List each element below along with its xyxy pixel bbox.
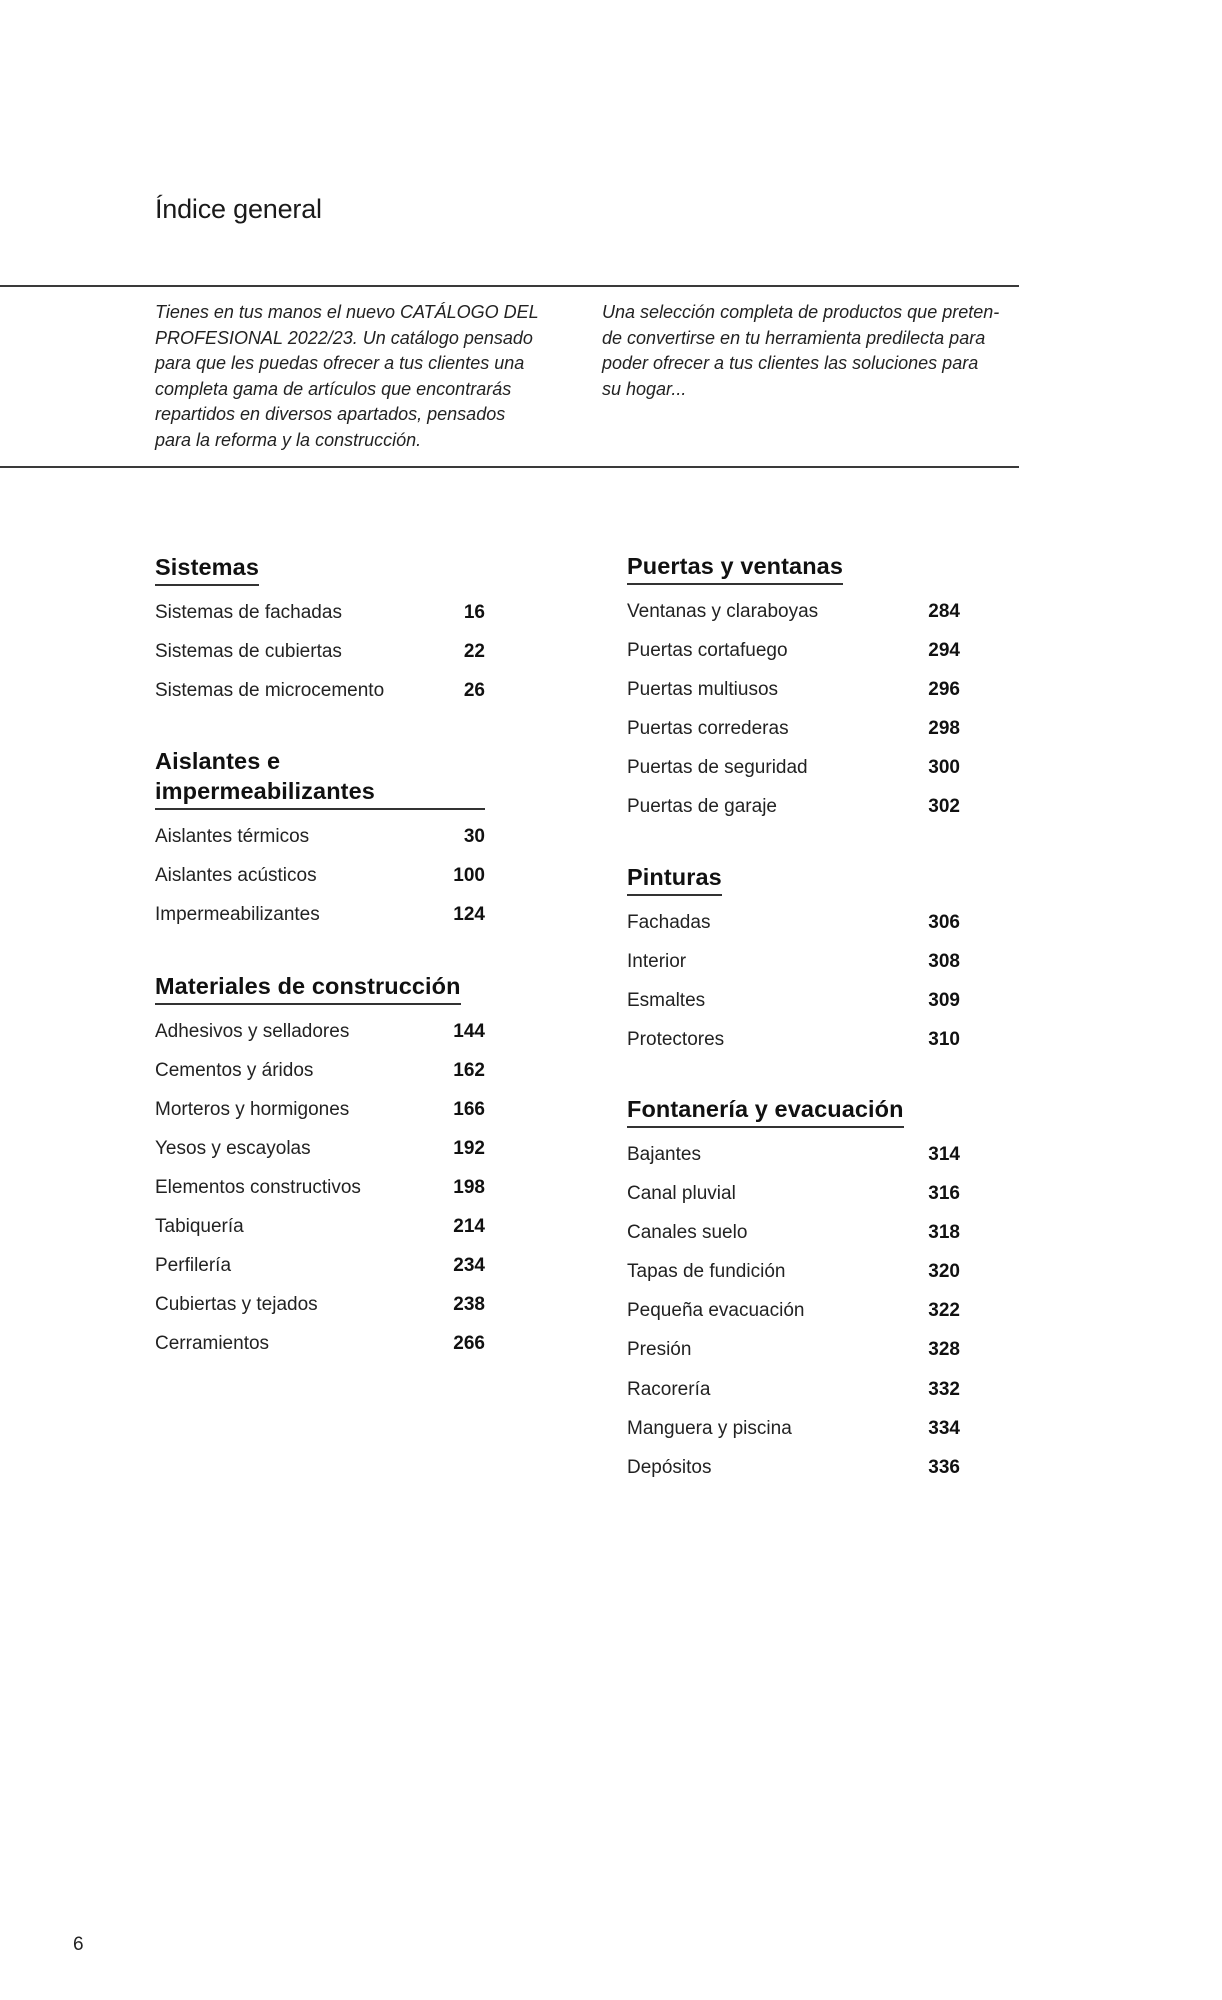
toc-entry-label: Esmaltes	[627, 989, 706, 1011]
toc-entry[interactable]	[155, 856, 485, 895]
toc-entry-page: 296	[928, 679, 960, 701]
toc-entry-page: 318	[928, 1222, 960, 1244]
toc-entry-page: 22	[463, 641, 485, 663]
section-spacer	[627, 1059, 960, 1094]
toc-entry[interactable]	[155, 593, 485, 632]
toc-entry-page: 322	[928, 1300, 960, 1322]
section-spacer	[155, 710, 485, 746]
toc-entry-page: 26	[463, 680, 485, 702]
toc-entry-label: Tabiquería	[155, 1216, 244, 1238]
toc-entry-label: Yesos y escayolas	[155, 1137, 311, 1159]
toc-entry-label: Morteros y hormigones	[155, 1098, 350, 1120]
toc-entry[interactable]	[155, 1051, 485, 1090]
toc-entry-page: 100	[453, 865, 485, 887]
toc-entry-page: 300	[928, 757, 960, 779]
toc-entry[interactable]	[627, 592, 960, 631]
toc-entry-page: 302	[928, 796, 960, 818]
page-title: Índice general	[155, 194, 322, 225]
toc-column-left	[155, 552, 485, 1363]
toc-entry-page: 192	[453, 1137, 485, 1159]
section-title: Pinturas	[627, 862, 722, 896]
toc-entry-label: Sistemas de cubiertas	[155, 641, 342, 663]
section-title: Puertas y ventanas	[627, 551, 843, 585]
toc-entry-page: 16	[463, 602, 485, 623]
toc-entry-page: 306	[928, 911, 960, 933]
toc-entry[interactable]	[627, 1135, 960, 1174]
toc-entry[interactable]	[627, 1448, 960, 1487]
toc-entry-page: 238	[453, 1294, 485, 1316]
toc-entry-label: Perfilería	[155, 1255, 232, 1277]
toc-entry-page: 124	[453, 904, 485, 926]
toc-entry-label: Fachadas	[627, 911, 711, 933]
toc-entry[interactable]	[627, 1174, 960, 1213]
toc-entry[interactable]	[627, 748, 960, 787]
toc-entry-page: 310	[928, 1028, 960, 1050]
toc-entry-label: Cementos y áridos	[155, 1059, 314, 1081]
toc-entry-label: Adhesivos y selladores	[155, 1020, 350, 1042]
toc-entry[interactable]	[627, 787, 960, 826]
toc-entry-label: Puertas de garaje	[627, 796, 777, 818]
toc-entry[interactable]	[155, 895, 485, 934]
toc-entry-page: 308	[928, 950, 960, 972]
toc-entry-label: Depósitos	[627, 1456, 712, 1478]
toc-entry-page: 166	[453, 1098, 485, 1120]
toc-entry[interactable]	[155, 1324, 485, 1363]
toc-entry-page: 30	[463, 826, 485, 848]
page-number: 6	[73, 1934, 84, 1955]
toc-entry[interactable]	[627, 1370, 960, 1409]
toc-section	[155, 971, 485, 1364]
toc-entry-page: 214	[453, 1216, 485, 1238]
section-spacer	[627, 827, 960, 862]
toc-entry[interactable]	[155, 1246, 485, 1285]
section-title: Materiales de construcción	[155, 971, 461, 1005]
section-title: Sistemas	[155, 552, 259, 586]
toc-entry-page: 332	[928, 1378, 960, 1400]
toc-entry[interactable]	[627, 1020, 960, 1059]
toc-entry[interactable]	[155, 632, 485, 671]
toc-entry-page: 298	[928, 718, 960, 740]
toc-entry[interactable]	[155, 1207, 485, 1246]
toc-entry[interactable]	[155, 1012, 485, 1051]
toc-column-right	[627, 551, 960, 1487]
toc-entry-page: 234	[453, 1255, 485, 1277]
toc-entry[interactable]	[627, 1252, 960, 1291]
toc-entry-label: Aislantes acústicos	[155, 865, 317, 887]
toc-entry-label: Cerramientos	[155, 1333, 270, 1355]
toc-entry[interactable]	[155, 671, 485, 710]
toc-entry-label: Tapas de fundición	[627, 1261, 786, 1283]
toc-entry-label: Elementos constructivos	[155, 1176, 361, 1198]
toc-entry-label: Puertas multiusos	[627, 679, 779, 701]
toc-entry[interactable]	[155, 1129, 485, 1168]
toc-entry-page: 328	[928, 1339, 960, 1361]
toc-entry[interactable]	[627, 1291, 960, 1330]
toc-entry-label: Puertas de seguridad	[627, 757, 808, 779]
toc-entry[interactable]	[627, 1213, 960, 1252]
toc-entry-label: Presión	[627, 1339, 692, 1361]
toc-entry-label: Ventanas y claraboyas	[627, 601, 819, 622]
toc-entry-page: 314	[928, 1143, 960, 1165]
toc-entry-label: Canal pluvial	[627, 1183, 736, 1205]
intro-text-left: Tienes en tus manos el nuevo CATÁLOGO DEL PROFESIONAL 2022/23. Un catálogo pensado para que les puedas ofrecer a tus clientes una completa gama de artículos que encontrarás repartidos en diversos apartados, pensados para la reforma y la construcción.	[155, 302, 539, 450]
toc-section	[627, 551, 960, 827]
section-title: Fontanería y evacuación	[627, 1094, 904, 1128]
toc-entry-label: Sistemas de microcemento	[155, 680, 385, 702]
toc-entry[interactable]	[627, 981, 960, 1020]
toc-entry[interactable]	[155, 1168, 485, 1207]
toc-entry-page: 334	[928, 1417, 960, 1439]
toc-entry-label: Puertas cortafuego	[627, 640, 788, 662]
toc-entry-page: 198	[453, 1176, 485, 1198]
toc-entry-label: Cubiertas y tejados	[155, 1294, 318, 1316]
toc-entry-page: 320	[928, 1261, 960, 1283]
toc-entry[interactable]	[627, 709, 960, 748]
top-divider	[0, 285, 1019, 287]
toc-section	[627, 862, 960, 1059]
toc-entry-label: Canales suelo	[627, 1222, 748, 1244]
toc-entry-label: Pequeña evacuación	[627, 1300, 805, 1322]
toc-entry[interactable]	[627, 631, 960, 670]
toc-entry[interactable]	[155, 1090, 485, 1129]
toc-entry[interactable]	[627, 670, 960, 709]
toc-entry-label: Puertas correderas	[627, 718, 789, 740]
toc-entry-label: Impermeabilizantes	[155, 904, 320, 926]
intro-text-right: Una selección completa de productos que preten- de convertirse en tu herramienta predilecta para poder ofrecer a tus clientes las soluciones para su hogar...	[602, 302, 1000, 399]
toc-entry-label: Protectores	[627, 1028, 725, 1050]
toc-entry-label: Manguera y piscina	[627, 1417, 792, 1439]
toc-entry[interactable]	[627, 903, 960, 942]
toc-entry-label: Interior	[627, 950, 687, 972]
toc-entry[interactable]	[155, 817, 485, 856]
toc-entry-page: 336	[928, 1456, 960, 1478]
toc-entry-page: 309	[928, 989, 960, 1011]
toc-entry[interactable]	[627, 942, 960, 981]
section-title: Aislantes e impermeabilizantes	[155, 746, 485, 810]
toc-section	[155, 552, 485, 710]
toc-entry-label: Bajantes	[627, 1143, 701, 1165]
toc-entry-page: 294	[928, 640, 960, 662]
toc-entry-label: Sistemas de fachadas	[155, 602, 342, 623]
toc-entry-page: 266	[453, 1333, 485, 1355]
toc-entry[interactable]	[155, 1285, 485, 1324]
toc-section	[155, 746, 485, 934]
toc-entry[interactable]	[627, 1409, 960, 1448]
section-spacer	[155, 935, 485, 971]
bottom-divider	[0, 466, 1019, 468]
toc-section	[627, 1094, 960, 1487]
toc-entry[interactable]	[627, 1330, 960, 1369]
toc-entry-label: Racorería	[627, 1378, 711, 1400]
toc-entry-page: 284	[928, 601, 960, 622]
toc-entry-page: 162	[453, 1059, 485, 1081]
toc-entry-page: 144	[453, 1020, 485, 1042]
toc-entry-label: Aislantes térmicos	[155, 826, 310, 848]
toc-entry-page: 316	[928, 1183, 960, 1205]
